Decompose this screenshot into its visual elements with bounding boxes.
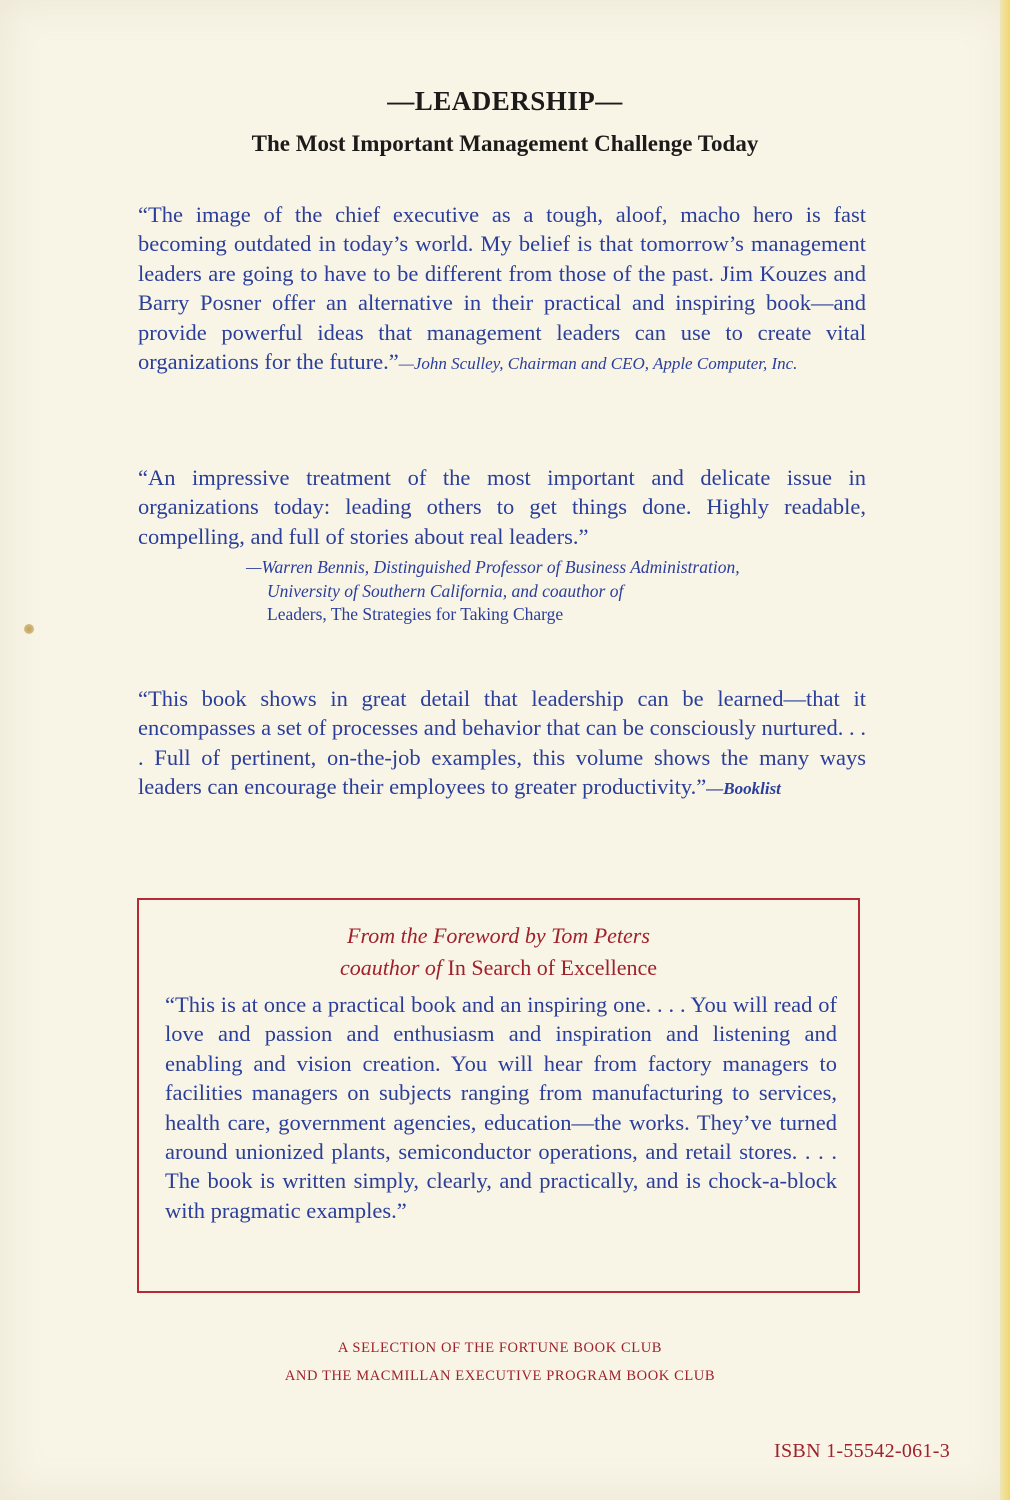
page-subtitle: The Most Important Management Challenge Today: [251, 131, 759, 156]
foreword-heading: From the Foreword by Tom Peters: [347, 923, 650, 948]
foreword-box: [137, 898, 860, 1293]
attribution-book-title: Leaders, The Strategies for Taking Charge: [267, 604, 564, 624]
quote-text: “The image of the chief executive as a tough, aloof, macho hero is fast becoming outdated in today’s world. My belief is that tomorrow’s management leaders are going to have to be different from those of the past. Jim Kouzes and Barry Posner offer an alternative in their practical and inspiring book—and provide powerful ideas that management leaders can use to create vital organizations for the future.”: [138, 202, 866, 375]
book-club-line: AND THE MACMILLAN EXECUTIVE PROGRAM BOOK CLUB: [284, 1368, 716, 1384]
foreword-subheading-prefix: coauthor of: [339, 955, 443, 980]
foreword-text-block: [165, 990, 837, 1225]
foreword-text: “This is at once a practical book and an inspiring one. . . . You will read of love and passion and enthusiasm and inspiration and listening and enabling and vision creation. You will hear from factory managers to facilities managers on subjects ranging from manufacturing to services, health care, government agencies, education—the works. They’ve turned around unionized plants, semiconductor operations, and retail stores. . . . The book is written simply, clearly, and practically, and is chock-a-block with pragmatic examples.”: [165, 992, 837, 1223]
quote-attribution: —John Sculley, Chairman and CEO, Apple Computer, Inc.: [398, 354, 798, 374]
foreword-book-title: In Search of Excellence: [447, 955, 658, 980]
quote-attribution-bennis: [246, 556, 876, 627]
quote-booklist: [138, 684, 866, 804]
quote-text: “This book shows in great detail that leadership can be learned—that it encompasses a set of processes and behavior that can be consciously nurtured. . . . Full of pertinent, on-the-job examples, this volume shows the many ways leaders can encourage their employees to greater productivity.”: [138, 686, 866, 800]
quote-attribution: —Booklist: [706, 779, 781, 799]
attribution-line: —Warren Bennis, Distinguished Professor of Business Administration,: [246, 557, 740, 577]
stain-mark: [24, 624, 34, 634]
quote-bennis: [138, 463, 866, 551]
foreword-subheading: [139, 955, 858, 981]
attribution-line: University of Southern California, and coauthor of: [267, 580, 624, 601]
page-edge: [1000, 0, 1010, 1500]
quote-sculley: [138, 200, 866, 378]
quote-text: “An impressive treatment of the most important and delicate issue in organizations today: leading others to get things done. Highly readable, compelling, and full of stories about real leaders.”: [138, 465, 866, 549]
isbn: ISBN 1-55542-061-3: [774, 1440, 950, 1462]
book-club-line: A SELECTION OF THE FORTUNE BOOK CLUB: [337, 1340, 663, 1356]
page-title: —LEADERSHIP—: [387, 86, 623, 116]
